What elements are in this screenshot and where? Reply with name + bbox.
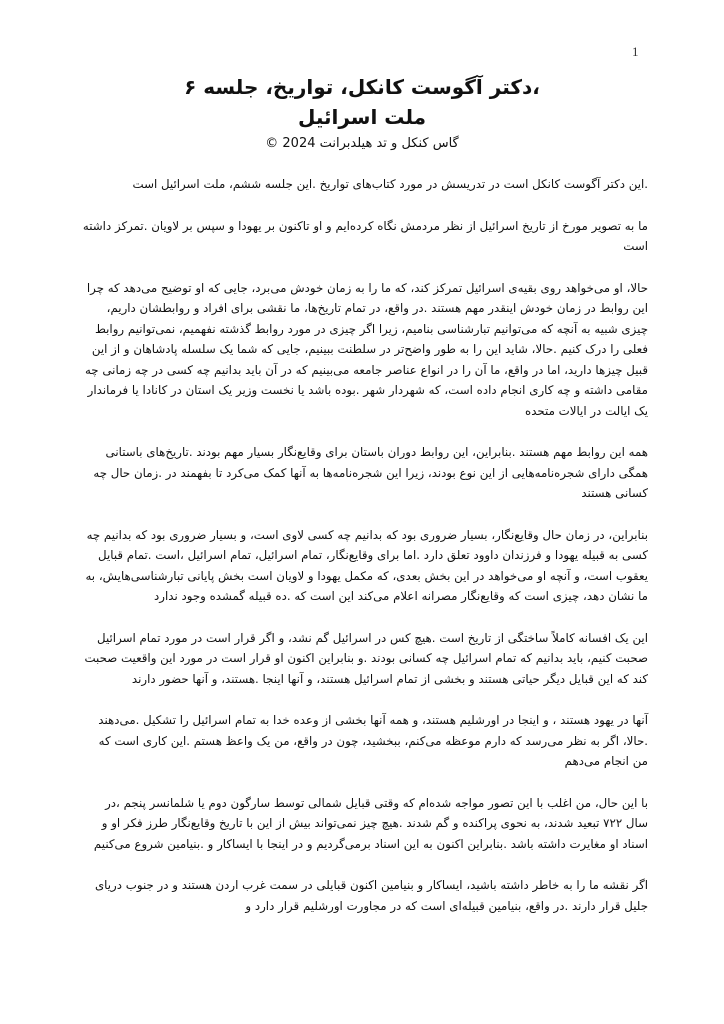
paragraph-5: بنابراین، در زمان حال وقایع‌نگار، بسیار ضروری بود که بدانیم چه کسی لاوی است، و بسیار ضروری بود که بدانیم چه کسی به قبیله یهودا و فرزندان داوود تعلق دارد .اما برای وقایع‌نگار، تمام اسرائیل، تمام اسرائیل ،است .تمام قبایل یعقوب است، و آنچه او می‌خواهد در این بخش بعدی، که مکمل یهودا و لاویان است بخش پایانی تبارشناسی‌هایش، به ما نشان دهد، چیزی است که وقایع‌نگار مصرانه اعلام می‌کند این است که .ده قبیله گمشده وجود ندارد [85, 527, 648, 603]
paragraph-3: حالا، او می‌خواهد روی بقیه‌ی اسرائیل تمرکز کند، که ما را به زمان خودش می‌برد، جایی که او توضیح می‌دهد که چرا این روابط در زمان خودش اینقدر مهم هستند .در واقع، در تمام تاریخ‌ها، ما نقشی برای افراد و روابطشان داریم، چیزی شبیه به آنچه که می‌توانیم تبارشناسی بنامیم، زیرا اگر چیزی در مورد روابط گذشته نفهمیم، نمی‌توانیم روابط فعلی را درک کنیم .حالا، شاید این را به طور واضح‌تر در سلطنت ببینیم، جایی که شما یک سلسله پادشاهان و از این قبیل چیزها دارید، اما در واقع، ما آن را در انواع عناصر جامعه می‌بینیم که در آن باید بدانیم چه کسی در چه زمانی چه مقامی داشته و چه کاری انجام داده است، که شهردار شهر .بوده باشد یا نخست وزیر یک استان در کانادا یا فرماندار یک ایالت در ایالات متحده [84, 280, 648, 418]
paragraph-6: این یک افسانه کاملاً ساختگی از تاریخ است .هیچ کس در اسرائیل گم نشد، و اگر قرار است در مورد تمام اسرائیل صحبت کنیم، باید بدانیم که تمام اسرائیل چه کسانی بودند .و بنابراین اکنون او قرار است در مورد این واقعیت صحبت کند که این قبایل دیگر حیاتی هستند و بخشی از تمام اسرائیل هستند، و آنها اینجا .هستند، و آنها حضور دارند [84, 630, 648, 686]
document-heading [0, 72, 724, 155]
paragraph-4: همه این روابط مهم هستند .بنابراین، این روابط دوران باستان برای وقایع‌نگار بسیار مهم بودند .تاریخ‌های باستانی همگی دارای شجره‌نامه‌هایی از این نوع بودند، زیرا این شجره‌نامه‌ها به آنها کمک می‌کرد تا بفهمند در .زمان حال چه کسانی هستند [93, 445, 648, 500]
paragraph-8: با این حال، من اغلب با این تصور مواجه شده‌ام که وقتی قبایل شمالی توسط سارگون دوم یا شلمانسر پنجم ،در سال ۷۲۲ تبعید شدند، به نحوی پراکنده و گم شدند .هیچ چیز نمی‌تواند بیش از این با تاریخ وقایع‌نگار طرز فکر او و اسناد او مغایرت داشته باشد .بنابراین اکنون به این اسناد برمی‌گردیم و در اینجا با ایساکار و .بنیامین شروع می‌کنیم [93, 795, 648, 851]
document-subtitle: ملت اسرائیل [297, 105, 427, 129]
document-body [82, 174, 648, 937]
page-number: 1 [632, 44, 639, 59]
paragraph-7: آنها در یهود هستند ، و اینجا در اورشلیم هستند، و همه آنها بخشی از وعده خدا به تمام اسرائیل را تشکیل .می‌دهند .حالا، اگر به نظر می‌رسد که دارم موعظه می‌کنم، ببخشید، چون در واقع، من یک واعظ هستم .این کاری است که من انجام می‌دهم [98, 713, 648, 768]
paragraph-2: ما به تصویر مورخ از تاریخ اسرائیل از نظر مردمش نگاه کرده‌ایم و او تاکنون بر یهودا و سپس بر لاویان .تمرکز داشته است [82, 218, 648, 253]
paragraph-9: اگر نقشه ما را به خاطر داشته باشید، ایساکار و بنیامین اکنون قبایلی در سمت غرب اردن هستند و در جنوب دریای جلیل قرار دارند .در واقع، بنیامین قبیله‌ای است که در مجاورت اورشلیم قرار دارد و [94, 878, 648, 913]
copyright-byline: گاس کنکل و تد هیلدبرانت 2024 © [265, 136, 459, 151]
paragraph-1: .این دکتر آگوست کانکل است در تدریسش در مورد کتاب‌های تواریخ .این جلسه ششم، ملت اسرائیل است [132, 177, 648, 191]
document-title: ،دکتر آگوست کانکل، تواریخ، جلسه ۶ [184, 75, 540, 99]
